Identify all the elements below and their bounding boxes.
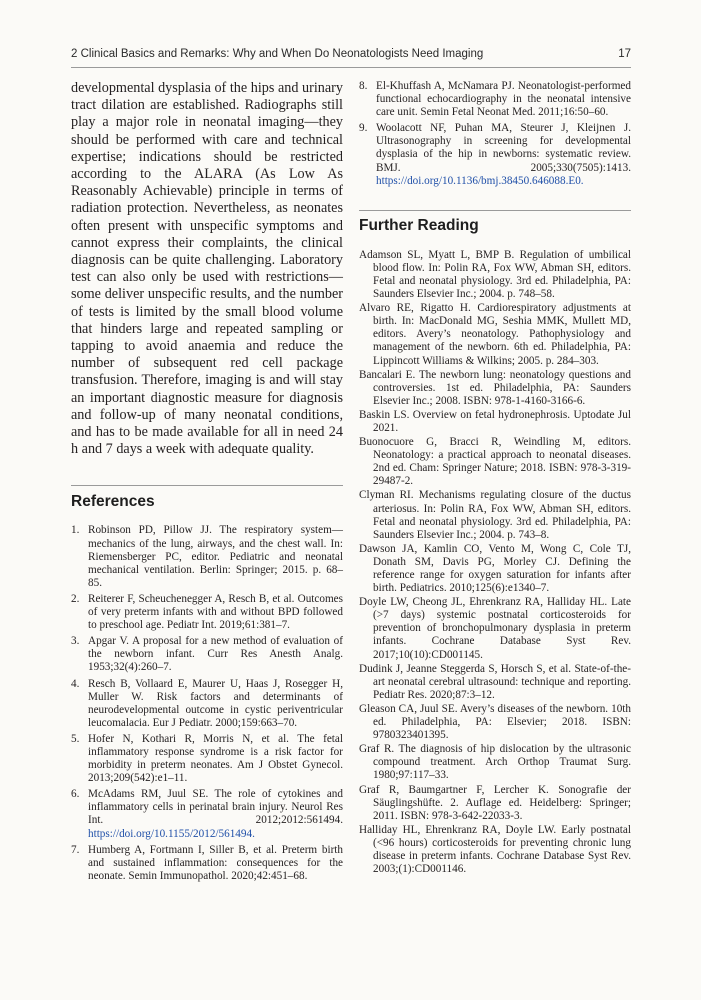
reference-item bbox=[71, 844, 343, 883]
reference-text: Woolacott NF, Puhan MA, Steurer J, Kleijnen J. Ultrasonography in screening for developmental dysplasia of the hip in newborns: systematic review. BMJ. 2005;330(7505):1413. bbox=[376, 122, 631, 174]
reference-item bbox=[71, 678, 343, 730]
reference-number: 2. bbox=[71, 592, 80, 605]
reference-number: 5. bbox=[71, 732, 80, 745]
reference-text: Hofer N, Kothari R, Morris N, et al. The fetal inflammatory response syndrome is a risk factor for morbidity in preterm neonates. Am J Obstet Gynecol. 2013;209(542):e1–11. bbox=[88, 732, 343, 785]
references-rule bbox=[71, 485, 343, 486]
reference-number: 9. bbox=[359, 122, 368, 135]
references-list bbox=[71, 524, 343, 882]
references-title: References bbox=[71, 493, 155, 511]
right-column bbox=[359, 80, 631, 877]
left-column bbox=[71, 80, 343, 886]
reference-text: Apgar V. A proposal for a new method of evaluation of the newborn infant. Curr Res Anesth Analg. 1953;32(4):260–7. bbox=[88, 635, 343, 674]
reference-text: Robinson PD, Pillow JJ. The respiratory system—mechanics of the lung, airways, and the chest wall. In: Riemensberger PC, editor. Pediatric and neonatal mechanical ventilation. Berlin: Springer; 2015. p. 68–85. bbox=[88, 524, 343, 589]
reference-number: 7. bbox=[71, 843, 80, 856]
further-reading-list bbox=[359, 249, 631, 876]
doi-link[interactable]: https://doi.org/10.1155/2012/561494. bbox=[88, 827, 255, 840]
further-reading-rule bbox=[359, 210, 631, 211]
header-rule bbox=[71, 67, 631, 68]
further-reading-item: Adamson SL, Myatt L, BMP B. Regulation of umbilical blood flow. In: Polin RA, Fox WW, Abman SH, editors. Fetal and neonatal physiology. 3rd ed. Philadelphia, PA: Saunders Elsevier Inc.; 2004. p. 748–58. bbox=[359, 248, 631, 301]
further-reading-item: Doyle LW, Cheong JL, Ehrenkranz RA, Halliday HL. Late (>7 days) systemic postnatal corticosteroids for prevention of bronchopulmonary dysplasia in preterm infants. Cochrane Database Syst Rev. 2017;10(10):CD001145. bbox=[359, 596, 631, 661]
references-list-continued bbox=[359, 80, 631, 188]
doi-link[interactable]: https://doi.org/10.1136/bmj.38450.646088.E0. bbox=[376, 174, 584, 187]
further-reading-item: Baskin LS. Overview on fetal hydronephrosis. Uptodate Jul 2021. bbox=[359, 408, 631, 434]
reference-item bbox=[71, 733, 343, 785]
reference-item bbox=[71, 524, 343, 589]
further-reading-item: Alvaro RE, Rigatto H. Cardiorespiratory adjustments at birth. In: MacDonald MG, Seshia MMK, Mullett MD, editors. Avery’s neonatology. Pathophysiology and management of the newborn. 6th ed. Philadelphia, PA: Lippincott Williams & Wilkins; 2005. p. 284–303. bbox=[359, 302, 631, 367]
reference-text: Reiterer F, Scheuchenegger A, Resch B, et al. Outcomes of very preterm infants with and without BPD followed to preschool age. Pediatr Int. 2019;61:381–7. bbox=[88, 592, 343, 632]
reference-item bbox=[359, 80, 631, 119]
reference-item bbox=[71, 788, 343, 840]
reference-item bbox=[71, 593, 343, 632]
reference-number: 3. bbox=[71, 635, 80, 648]
reference-number: 4. bbox=[71, 677, 80, 690]
further-reading-item: Graf R, Baumgartner F, Lercher K. Sonografie der Säuglingshüfte. 2. Auflage ed. Heidelberg: Springer; 2011. ISBN: 978-3-642-22033-3. bbox=[359, 783, 631, 822]
further-reading-item: Halliday HL, Ehrenkranz RA, Doyle LW. Early postnatal (<96 hours) corticosteroids for preventing chronic lung disease in preterm infants. Cochrane Database Syst Rev. 2003;(1):CD001146. bbox=[359, 823, 631, 876]
chapter-title: 2 Clinical Basics and Remarks: Why and When Do Neonatologists Need Imaging bbox=[71, 48, 484, 60]
running-header bbox=[71, 48, 631, 64]
further-reading-title: Further Reading bbox=[359, 216, 479, 234]
reference-number: 8. bbox=[359, 80, 368, 92]
further-reading-item: Buonocuore G, Bracci R, Weindling M, editors. Neonatology: a practical approach to neonatal diseases. 2nd ed. Cham: Springer Nature; 2018. ISBN: 978-3-319-29487-2. bbox=[359, 436, 631, 488]
body-paragraph: developmental dysplasia of the hips and urinary tract dilation are established. Radiographs still play a major role in neonatal imaging—they should be performed with care and technical expertise; indications should be restricted according to the ALARA (As Low As Reasonably Achievable) principle in terms of radiation protection. Nevertheless, as neonates often present with unspecific symptoms and cannot express their complaints, the clinical diagnosis can be quite challenging. Laboratory test can also only be used with restrictions—some deliver unspecific results, and the number of tests is limited by the small blood volume that hinders large and repeated sampling or tapping to avoid anaemia and reduce the number of subsequent red cell package transfusion. Therefore, imaging is and will stay an important diagnostic measure for diagnosis and follow-up of many neonatal conditions, and has to be made available for all in need 24 h and 7 days a week with adequate quality. bbox=[71, 80, 343, 458]
further-reading-item: Gleason CA, Juul SE. Avery’s diseases of the newborn. 10th ed. Philadelphia, PA: Elsevier; 2018. ISBN: 9780323401395. bbox=[359, 702, 631, 742]
further-reading-item: Graf R. The diagnosis of hip dislocation by the ultrasonic compound treatment. Arch Orthop Traumat Surg. 1980;97:117–33. bbox=[359, 743, 631, 782]
further-reading-item: Clyman RI. Mechanisms regulating closure of the ductus arteriosus. In: Polin RA, Fox WW, Abman SH, editors. Fetal and neonatal physiology. 3rd ed. Philadelphia, PA: Saunders Elsevier Inc.; 2004. p. 743–8. bbox=[359, 489, 631, 541]
reference-text: El-Khuffash A, McNamara PJ. Neonatologist-performed functional echocardiography in the neonatal intensive care unit. Semin Fetal Neonat Med. 2011;16:50–60. bbox=[376, 80, 631, 119]
reference-text: Humberg A, Fortmann I, Siller B, et al. Preterm birth and sustained inflammation: consequences for the neonate. Semin Immunopathol. 2020;42:451–68. bbox=[88, 843, 343, 882]
further-reading-item: Dudink J, Jeanne Steggerda S, Horsch S, et al. State-of-the-art neonatal cerebral ultrasound: technique and reporting. Pediatr Res. 2020;87:3–12. bbox=[359, 662, 631, 701]
reference-item bbox=[359, 122, 631, 187]
reference-text: Resch B, Vollaard E, Maurer U, Haas J, Rosegger H, Muller W. Risk factors and determinants of neurodevelopmental outcome in cystic periventricular leucomalacia. Eur J Pediatr. 2000;159:663–70. bbox=[88, 677, 343, 729]
page-number: 17 bbox=[618, 48, 631, 60]
reference-number: 1. bbox=[71, 524, 80, 537]
reference-item bbox=[71, 635, 343, 674]
reference-text: McAdams RM, Juul SE. The role of cytokines and inflammatory cells in perinatal brain injury. Neurol Res Int. 2012;2012:561494. bbox=[88, 788, 343, 827]
further-reading-item: Dawson JA, Kamlin CO, Vento M, Wong C, Cole TJ, Donath SM, Davis PG, Morley CJ. Defining the reference range for oxygen saturation for infants after birth. Pediatrics. 2010;125(6):e1340–7. bbox=[359, 542, 631, 595]
reference-number: 6. bbox=[71, 788, 80, 801]
further-reading-item: Bancalari E. The newborn lung: neonatology questions and controversies. 1st ed. Philadelphia, PA: Saunders Elsevier Inc.; 2008. ISBN: 978-1-4160-3166-6. bbox=[359, 368, 631, 407]
